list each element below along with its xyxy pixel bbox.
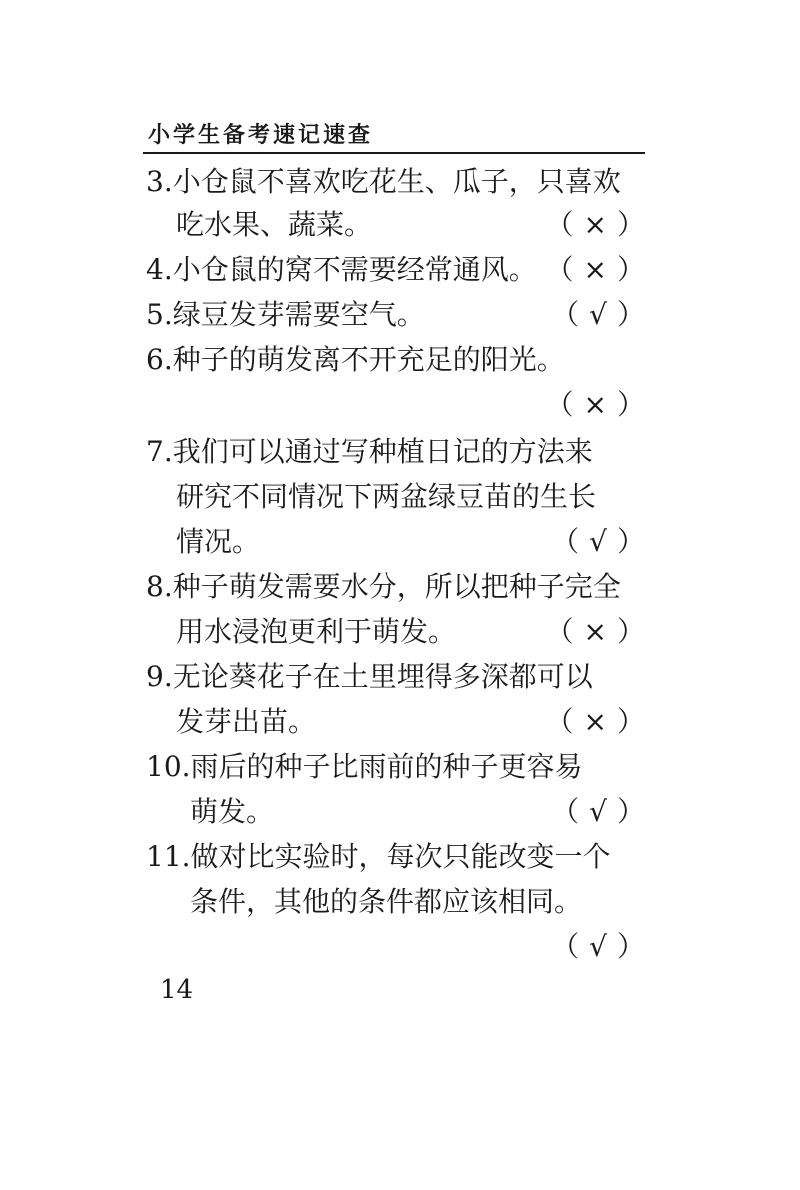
question-number: 3. <box>146 165 173 198</box>
question-text-line: 种子萌发需要水分，所以把种子完全 <box>172 570 621 603</box>
question-6 <box>146 340 565 380</box>
question-5 <box>146 295 425 335</box>
question-text-line: 做对比实验时，每次只能改变一个 <box>190 840 611 873</box>
answer-mark: × <box>583 388 607 421</box>
question-text-line: 雨后的种子比雨前的种子更容易 <box>190 750 583 783</box>
question-3-line-2 <box>176 205 372 245</box>
answer-11: （ √ ） <box>551 927 645 967</box>
question-text-line: 我们可以通过写种植日记的方法来 <box>172 435 593 468</box>
question-text-line: 萌发。 <box>190 795 275 828</box>
answer-9: （ × ） <box>546 702 646 742</box>
question-text-line: 发芽出苗。 <box>176 705 317 738</box>
page-number: 14 <box>160 975 194 1005</box>
question-7-line-3 <box>176 522 260 562</box>
question-3 <box>146 162 621 202</box>
answer-3: （ × ） <box>546 205 646 245</box>
question-number: 10. <box>146 750 191 783</box>
answer-8: （ × ） <box>546 612 646 652</box>
question-7 <box>146 432 593 472</box>
question-text-line: 情况。 <box>176 525 261 558</box>
answer-6: （ × ） <box>546 385 646 425</box>
answer-mark: √ <box>589 930 607 963</box>
question-11 <box>146 837 611 877</box>
question-text-line: 研究不同情况下两盆绿豆苗的生长 <box>176 480 597 513</box>
question-10 <box>146 747 583 787</box>
question-text-line: 条件，其他的条件都应该相同。 <box>190 885 583 918</box>
question-number: 7. <box>146 435 173 468</box>
answer-10: （ √ ） <box>551 792 645 832</box>
question-11-line-2 <box>190 882 582 922</box>
answer-4: （ × ） <box>546 250 646 290</box>
question-4 <box>146 250 537 290</box>
answer-mark: × <box>583 253 607 286</box>
question-text-line: 无论葵花子在土里埋得多深都可以 <box>172 660 593 693</box>
question-7-line-2 <box>176 477 596 517</box>
question-text-line: 吃水果、蔬菜。 <box>176 208 373 241</box>
question-number: 8. <box>146 570 173 603</box>
question-number: 5. <box>146 298 173 331</box>
answer-mark: × <box>583 705 607 738</box>
question-9 <box>146 657 593 697</box>
question-number: 6. <box>146 343 173 376</box>
book-header-title: 小学生备考速记速查 <box>148 123 374 148</box>
question-8-line-2 <box>176 612 456 652</box>
question-text-line: 小仓鼠的窝不需要经常通风。 <box>172 253 537 286</box>
question-number: 11. <box>146 840 191 873</box>
answer-mark: √ <box>589 298 607 331</box>
header-divider <box>143 152 645 154</box>
answer-mark: √ <box>589 525 607 558</box>
question-8 <box>146 567 621 607</box>
answer-mark: × <box>583 615 607 648</box>
answer-5: （ √ ） <box>551 295 645 335</box>
answer-7: （ √ ） <box>551 522 645 562</box>
question-text-line: 种子的萌发离不开充足的阳光。 <box>172 343 565 376</box>
question-number: 9. <box>146 660 173 693</box>
question-9-line-2 <box>176 702 316 742</box>
question-text-line: 用水浸泡更利于萌发。 <box>176 615 457 648</box>
question-text-line: 小仓鼠不喜欢吃花生、瓜子，只喜欢 <box>172 165 621 198</box>
question-10-line-2 <box>190 792 274 832</box>
answer-mark: × <box>583 208 607 241</box>
answer-mark: √ <box>589 795 607 828</box>
question-number: 4. <box>146 253 173 286</box>
question-text-line: 绿豆发芽需要空气。 <box>172 298 425 331</box>
